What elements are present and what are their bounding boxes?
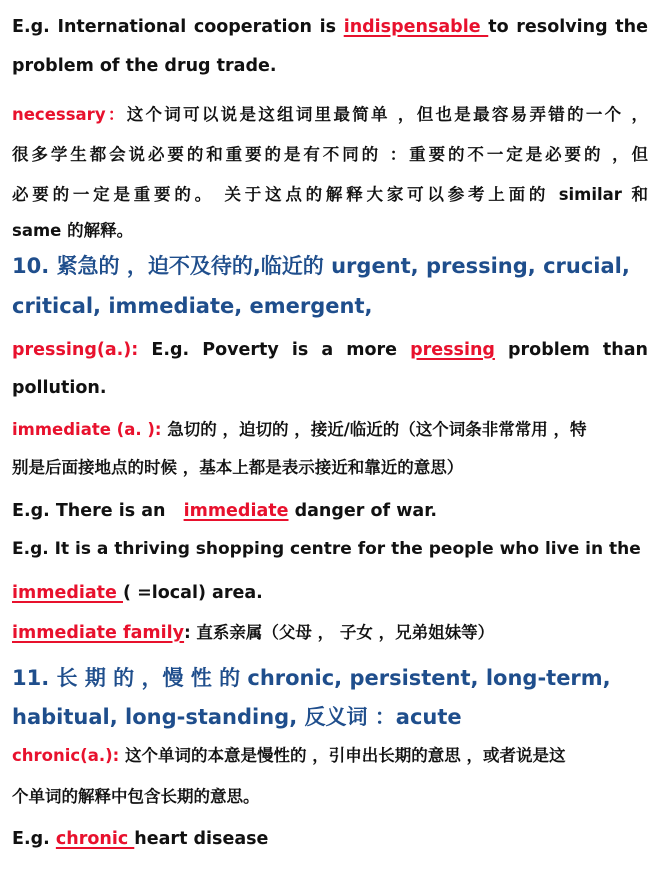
sentence-text: E.g.	[12, 829, 56, 849]
keyword-pressing: pressing	[410, 340, 495, 360]
keyword-immediate: immediate	[12, 583, 123, 603]
definition-text: 急切的 ，迫切的 ，接近/临近的（这个词条非常常用 ，特	[161, 420, 587, 439]
section-heading-10-continuation: critical, immediate, emergent,	[12, 294, 373, 318]
keyword-indispensable: indispensable	[343, 17, 489, 37]
example-sentence-shopping-centre: E.g. It is a thriving shopping centre for the people who live in the	[12, 539, 641, 559]
sentence-text: E.g. There is an	[12, 501, 172, 521]
example-sentence-immediate-danger	[12, 499, 437, 523]
sentence-text: ( =local) area.	[123, 583, 263, 603]
term-chronic: chronic(a.):	[12, 746, 120, 765]
sentence-text: danger of war.	[288, 501, 437, 521]
definition-continuation: 必要的一定是重要的。 关于这点的解释大家可以参考上面的 similar 和	[12, 185, 648, 204]
example-sentence-indispensable	[12, 15, 648, 39]
sentence-text: heart disease	[134, 829, 269, 849]
sentence-continuation	[12, 581, 263, 605]
sentence-text: problem than	[494, 340, 649, 360]
definition-text: 这个词可以说是这组词里最简单 ，但也是最容易弄错的一个 ，	[126, 105, 649, 124]
term-necessary: necessary：	[12, 105, 127, 124]
sentence-text: E.g. International cooperation is	[12, 17, 344, 37]
section-heading-11: 11. 长 期 的 ，慢 性 的 chronic, persistent, long-term,	[12, 666, 611, 690]
keyword-immediate-family: immediate family	[12, 623, 185, 643]
term-immediate: immediate (a. ):	[12, 420, 162, 439]
definition-text: 这个单词的本意是慢性的 ，引申出长期的意思 ，或者说是这	[119, 746, 566, 765]
keyword-chronic: chronic	[55, 829, 135, 849]
term-pressing: pressing(a.):	[12, 340, 139, 360]
definition-pressing	[12, 338, 648, 362]
definition-continuation: same 的解释。	[12, 221, 134, 240]
keyword-immediate: immediate	[183, 501, 289, 521]
sentence-text: to resolving the	[488, 17, 648, 37]
section-heading-11-continuation: habitual, long-standing, 反义词 ：acute	[12, 705, 462, 729]
definition-continuation: 很多学生都会说必要的和重要的是有不同的 ：重要的不一定是必要的 ，但	[12, 145, 648, 164]
phrase-definition: : 直系亲属（父母 ， 子女 ，兄弟姐妹等）	[184, 623, 495, 642]
definition-immediate	[12, 418, 587, 442]
example-sentence-chronic	[12, 827, 268, 851]
sentence-continuation: pollution.	[12, 378, 107, 398]
definition-continuation: 个单词的解释中包含长期的意思。	[12, 787, 260, 806]
sentence-continuation: problem of the drug trade.	[12, 56, 277, 76]
sentence-text: E.g. Poverty is a more	[138, 340, 411, 360]
section-heading-10: 10. 紧急的 ，迫不及待的,临近的 urgent, pressing, crucial,	[12, 254, 630, 278]
definition-continuation: 别是后面接地点的时候 ，基本上都是表示接近和靠近的意思）	[12, 458, 464, 477]
definition-chronic	[12, 744, 566, 768]
definition-necessary	[12, 103, 648, 127]
phrase-immediate-family	[12, 621, 494, 645]
